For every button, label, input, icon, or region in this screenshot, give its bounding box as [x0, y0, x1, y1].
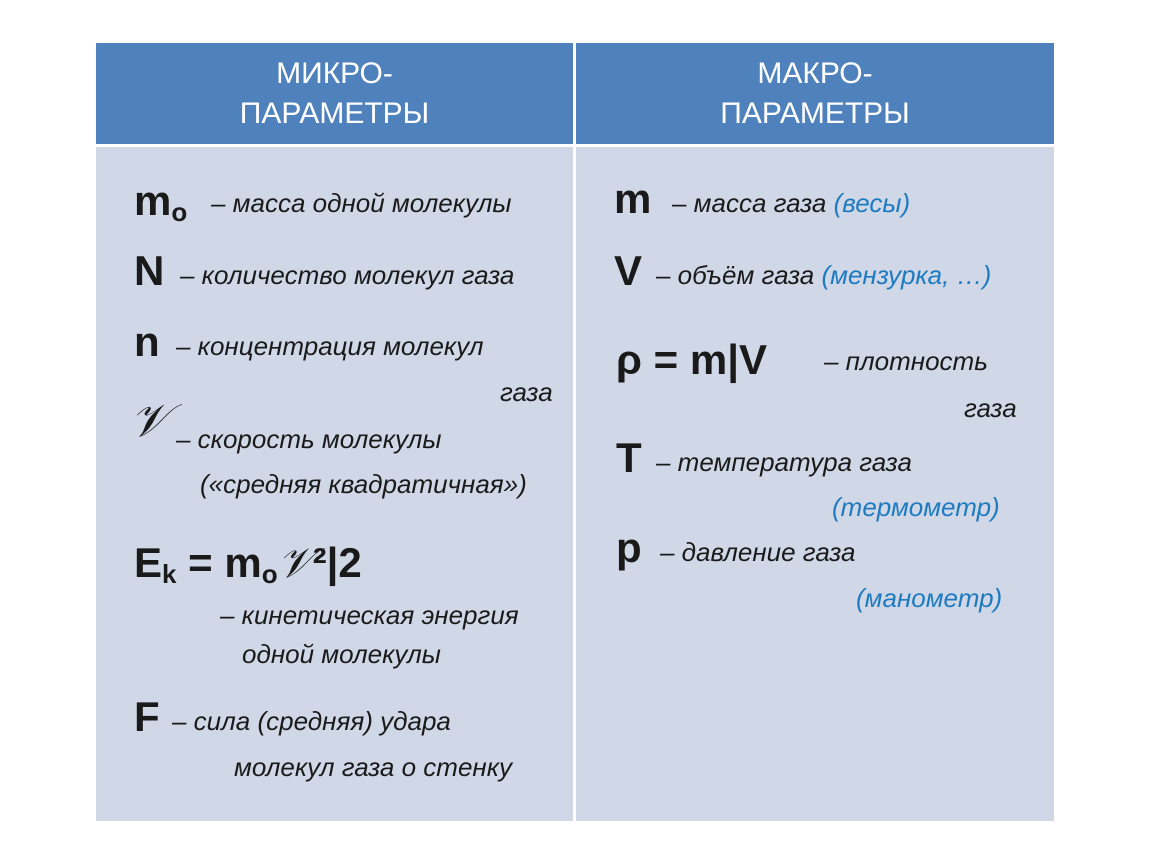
p-symbol: p [616, 524, 642, 571]
m0-description: – масса одной молекулы [211, 188, 512, 218]
V-description: – объём газа (мензурка, …) [656, 260, 992, 290]
n-description-line2: газа [500, 377, 553, 407]
m-description: – масса газа (весы) [672, 188, 911, 218]
micro-header-line2: ПАРАМЕТРЫ [239, 96, 430, 130]
Ek-description-line2: одной молекулы [242, 639, 441, 669]
p-device: (манометр) [856, 583, 1003, 613]
micro-header [96, 43, 573, 144]
F-symbol: F [134, 693, 160, 740]
T-description: – температура газа [656, 447, 912, 477]
m0-symbol: $m_o$ [134, 177, 188, 227]
macro-header [576, 43, 1054, 144]
n-symbol: n [134, 318, 160, 365]
Ek-description-line1: – кинетическая энергия [220, 600, 519, 630]
macro-header-line2: ПАРАМЕТРЫ [720, 96, 910, 130]
rho-formula: ρ = m|V [616, 336, 767, 383]
v-description-line1: – скорость молекулы [176, 424, 442, 454]
macro-column [576, 147, 1054, 821]
m-symbol: m [614, 175, 652, 222]
rho-description-line2: газа [964, 393, 1017, 423]
rho-description-line1: – плотность [824, 346, 988, 376]
micro-header-line1: МИКРО- [276, 56, 393, 90]
n-description-line1: – концентрация молекул [176, 331, 484, 361]
parameters-table [96, 43, 1054, 821]
F-description-line2: молекул газа о стенку [234, 752, 512, 782]
macro-header-line1: МАКРО- [757, 56, 873, 90]
N-symbol: N [134, 247, 165, 294]
V-symbol: V [614, 247, 643, 294]
micro-column [96, 147, 573, 821]
T-symbol: T [616, 434, 642, 481]
m-device: (весы) [833, 188, 911, 218]
N-description: – количество молекул газа [180, 260, 515, 290]
F-description-line1: – сила (средняя) удара [172, 706, 451, 736]
T-device: (термометр) [832, 492, 1000, 522]
v-symbol: 𝒱 [130, 393, 169, 447]
p-description: – давление газа [660, 537, 856, 567]
Ek-formula: $E_k$ = $m_o𝒱^2|2$ [134, 538, 362, 589]
V-device: (мензурка, …) [821, 260, 992, 290]
v-description-line2: («средняя квадратичная») [200, 469, 527, 499]
